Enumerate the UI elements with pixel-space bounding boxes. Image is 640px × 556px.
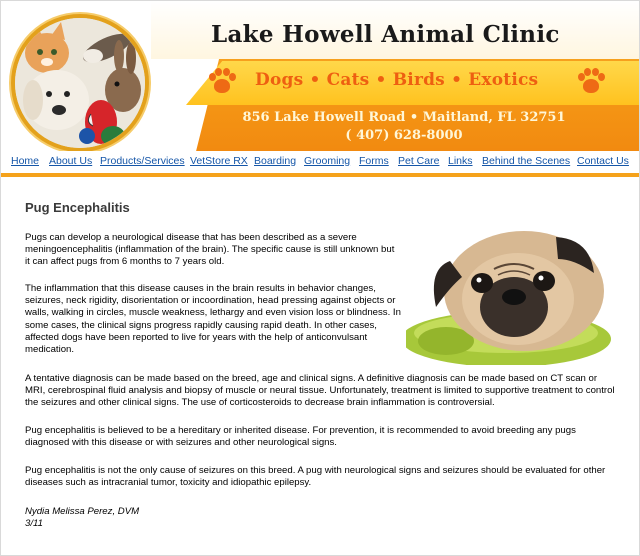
main-nav (1, 153, 639, 173)
article-paragraph-1: Pugs can develop a neurological disease that has been described as a severe meningoencephalitis (inflammation of the brain). The specific cause is still unknown but it can affect pugs from 6 months to 7 years old. (25, 232, 395, 268)
nav-grooming[interactable]: Grooming (304, 155, 351, 167)
article-paragraph-2: The inflammation that this disease causes in the brain results in behavior changes, seizures, neck rigidity, disorientation or incoordination, head pressing against objects or walls, walking in circles, muscle weakness, lethargy and even vision loss or blindness. In some cases, the clinical signs progress rapidly causing rapid death. In other cases, affected dogs have been reported to live for years with the help of anticonvulsant medication. (25, 283, 401, 356)
nav-links[interactable]: Links (448, 155, 473, 167)
pug-photo (406, 229, 611, 365)
nav-forms[interactable]: Forms (359, 155, 389, 167)
article-date: 3/11 (25, 518, 43, 529)
article-title: Pug Encephalitis (25, 200, 130, 215)
nav-divider (1, 173, 639, 177)
nav-home[interactable]: Home (11, 155, 40, 167)
clinic-logo[interactable] (11, 14, 149, 151)
clinic-address: 856 Lake Howell Road • Maitland, FL 32751 (242, 110, 566, 125)
nav-contact-us[interactable]: Contact Us (577, 155, 629, 167)
clinic-phone: ( 407) 628-8000 (345, 128, 463, 143)
nav-about-us[interactable]: About Us (49, 155, 93, 167)
nav-pet-care[interactable]: Pet Care (398, 155, 440, 167)
services-tagline: Dogs • Cats • Birds • Exotics (255, 70, 539, 90)
article-paragraph-5: Pug encephalitis is not the only cause of seizures on this breed. A pug with neurological signs and seizures should be evaluated for other diseases such as intracranial tumor, toxicity and idiopathic epilepsy. (25, 465, 606, 489)
site-title: Lake Howell Animal Clinic (211, 21, 560, 48)
nav-boarding[interactable]: Boarding (254, 155, 297, 167)
animal-collage-image (15, 18, 145, 148)
article-paragraph-4: Pug encephalitis is believed to be a hereditary or inherited disease. For prevention, it is recommended to avoid breeding any pugs diagnosed with this disease or with seizures and other neurological signs. (25, 425, 576, 449)
site-header (1, 1, 639, 151)
nav-vetstore-rx[interactable]: VetStore RX (190, 155, 248, 167)
paw-print-icon (576, 67, 606, 97)
article-paragraph-3: A tentative diagnosis can be made based on the breed, age and clinical signs. A definitive diagnosis can be made based on CT scan or MRI, cerebrospinal fluid analysis and biopsy of muscle or neural tissue. Unfortunately, treatment is limited to supportive treatment to control the seizures and other clinical signs. The use of corticosteroids to decrease brain inflammation is controversial. (25, 373, 615, 409)
author-name: Nydia Melissa Perez, DVM (25, 506, 140, 517)
nav-products-services[interactable]: Products/Services (100, 155, 185, 167)
paw-print-icon (207, 67, 237, 97)
nav-behind-the-scenes[interactable]: Behind the Scenes (482, 155, 571, 167)
